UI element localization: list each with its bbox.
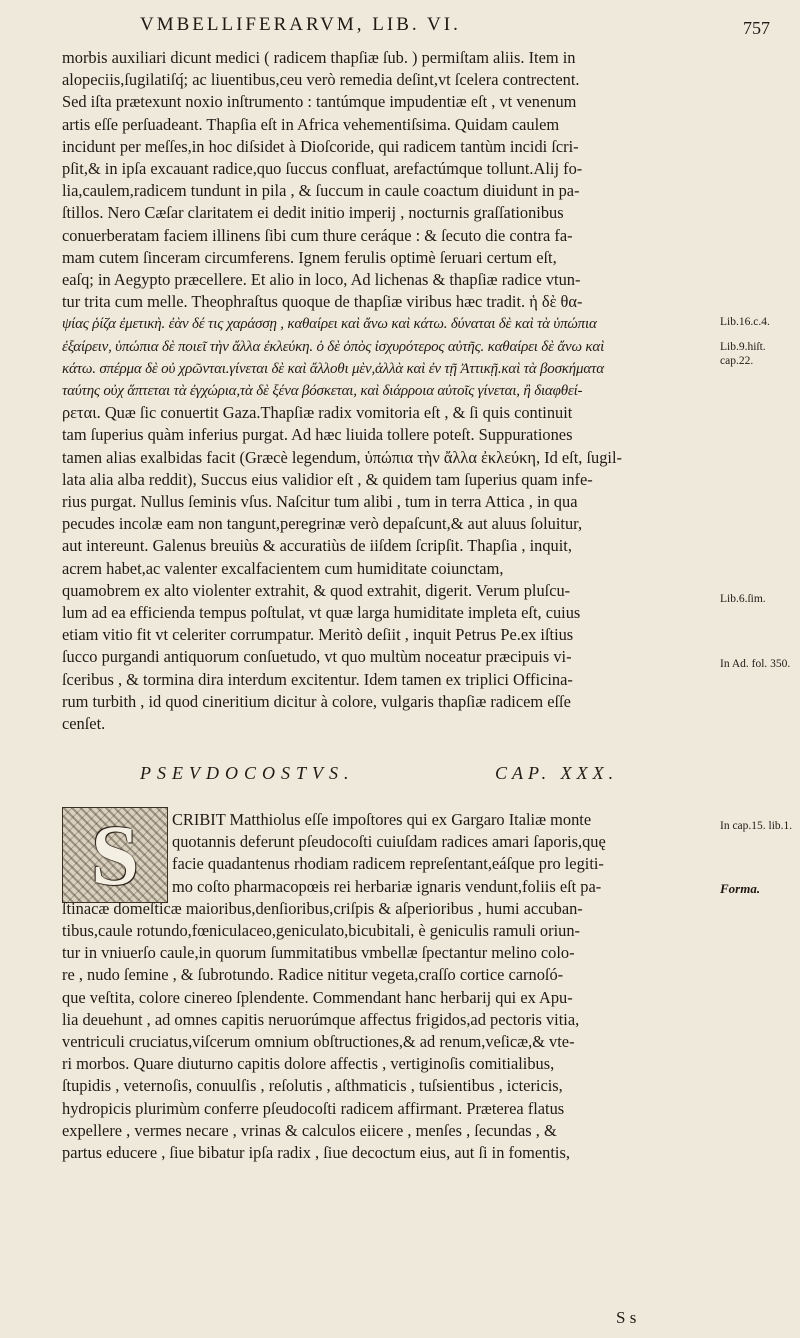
chapter-text-column: [62, 809, 710, 1164]
running-head: [140, 14, 770, 42]
text-line: morbis auxiliari dicunt medici ( radicem thapſiæ ſub. ) permiſtam aliis. Item in: [62, 48, 576, 67]
text-line: mo coſto pharmacopœis rei herbariæ ignaris vendunt,foliis eſt pa-: [172, 876, 602, 896]
text-line: que veſtita, colore cinereo ſplendente. Commendant hanc herbarij qui ex Apu-: [62, 987, 573, 1007]
text-line: conuerberatam faciem illinens ſibi cum thure ceráque : & ſecuto die contra fa-: [62, 225, 573, 245]
text-line: ſtinacæ domeſticæ maioribus,denſioribus,criſpis & aſperioribus , humi accuban-: [62, 898, 583, 918]
greek-line: ψίας ῥίζα ἐμετικὴ. ἐὰν δέ τις χαράσσῃ , καθαίρει καὶ ἄνω καὶ κάτω. δύναται δὲ καὶ τὰ ὑπώπια: [62, 316, 597, 333]
text-line: cenſet.: [62, 714, 106, 734]
text-line: pſit,& in ipſa excauant radice,quo ſuccus confluat, arefactúmque tollunt.Alij fo-: [62, 159, 583, 179]
text-line: partus educere , ſiue bibatur ipſa radix , ſiue decoctum eius, aut ſi in fomentis,: [62, 1143, 570, 1163]
text-line: artis eſſe perſuadeant. Thapſia eſt in Africa vehementiſsima. Quidam caulem: [62, 114, 560, 134]
text-line: ρεται. Quæ ſic conuertit Gaza.Thapſiæ radix vomitoria eſt , & ſi quis continuit: [62, 403, 573, 423]
text-line: facie quadantenus rhodiam radicem repreſentant,eáſque pro legiti-: [172, 854, 604, 874]
text-line: ſtupidis , veternoſis, conuulſis , reſolutis , aſthmaticis , tuſsientibus , ictericis,: [62, 1076, 563, 1096]
text-line: tam ſuperius quàm inferius purgat. Ad hæc liuida tollere poteſt. Suppurationes: [62, 425, 573, 445]
chapter-heading: [140, 763, 720, 793]
text-line: etiam vitio fit vt celeriter corrumpatur. Meritò deſiit , inquit Petrus Pe.ex iſtius: [62, 625, 574, 645]
text-line: tamen alias exalbidas facit (Græcè legendum, ὑπώπια τὴν ἄλλα ἐκλεύκη, Id eſt, ſugil-: [62, 447, 622, 467]
text-line: incidunt per meſſes,in hoc diſsidet à Dioſcoride, qui radicem tantùm incidi ſcri-: [62, 136, 579, 156]
text-line: expellere , vermes necare , vrinas & calculos eiicere , menſes , ſecundas , &: [62, 1120, 557, 1140]
text-line: tur in vniuerſo caule,in quorum ſummitatibus vmbellæ ſpectantur melino colo-: [62, 943, 575, 963]
text-line: pecudes incolæ eam non tangunt,peregrinæ verò depaſcunt,& aut aluus ſoluitur,: [62, 514, 583, 534]
margin-note: Lib.6.ſim.: [720, 593, 766, 605]
margin-note: In Ad. fol. 350.: [720, 658, 791, 670]
margin-note: Lib.9.hiſt. cap.22.: [720, 341, 766, 367]
text-line: aut intereunt. Galenus breuiùs & accuratiùs de iiſdem ſcripſit. Thapſia , inquit,: [62, 536, 572, 556]
text-line: rius purgat. Nullus ſeminis vſus. Naſcitur tum alibi , tum in terra Attica , in qua: [62, 492, 578, 512]
text-line: lia deuehunt , ad omnes capitis neruorúmque affectus frigidos,ad pectoris vitia,: [62, 1009, 580, 1029]
text-line: quamobrem ex alto violenter extrahit, & quod extrahit, digerit. Verum pluſcu-: [62, 580, 571, 600]
margin-note: Lib.16.c.4.: [720, 316, 770, 328]
margin-note-forma: Forma.: [720, 881, 761, 896]
text-line: eaſq; in Aegypto præcellere. Et alio in loco, Ad lichenas & thapſiæ radice vtun-: [62, 270, 581, 290]
margin-note: In cap.15. lib.1.: [720, 820, 793, 832]
greek-line: ταύτης οὐχ ἅπτεται τὰ ἐγχώρια,τὰ δὲ ξένα βόσκεται, καὶ διάρροια αὐτοῖς γίνεται, ἢ διαφθεί-: [62, 383, 583, 400]
text-line: lum ad ea efficienda tempus poſtulat, vt quæ larga humiditate impleta eſt, cuius: [62, 603, 581, 623]
text-line: quotannis deferunt pſeudocoſti cuiuſdam radices amari ſaporis,quę: [172, 832, 606, 852]
text-line: ſtillos. Nero Cæſar claritatem ei dedit initio imperij , nocturnis graſſationibus: [62, 203, 564, 223]
page-number: 757: [743, 18, 770, 38]
chapter-title: PSEVDOCOSTVS.: [140, 763, 355, 783]
text-line: hydropicis plurimùm conferre pſeudocoſti radicem affirmant. Præterea flatus: [62, 1098, 565, 1118]
main-text-column: [62, 47, 710, 735]
text-line: ſceribus , & tormina dira interdum excitentur. Idem tamen ex triplici Officina-: [62, 669, 573, 689]
text-line: ri morbos. Quare diuturno capitis dolore affectis , vertiginoſis comitialibus,: [62, 1054, 555, 1074]
greek-line: κάτω. σπέρμα δὲ οὐ χρῶνται.γίνεται δὲ καὶ ἄλλοθι μὲν,ἀλλὰ καὶ ἐν τῇ Ἀττικῇ.καὶ τὰ βοσκήματα: [62, 360, 604, 377]
text-line: CRIBIT Matthiolus eſſe impoſtores qui ex Gargaro Italiæ monte: [172, 810, 592, 829]
text-line: lata alia alba reddit), Succus eius validior eſt , & quidem tam ſuperius quam infe-: [62, 469, 593, 489]
chapter-number: CAP. XXX.: [495, 763, 619, 783]
text-line: re , nudo ſemine , & ſubrotundo. Radice nititur vegeta,craſſo cortice carnoſó-: [62, 965, 564, 985]
running-title: VMBELLIFERARVM, LIB. VI.: [140, 14, 461, 35]
text-line: rum turbith , id quod cineritium dicitur à colore, vulgaris thapſiæ radicem eſſe: [62, 691, 571, 711]
text-line: mam cutem ſinceram circumferens. Ignem ferulis optimè ſeruari certum eſt,: [62, 247, 557, 267]
text-line: acrem habet,ac valenter excalfacientem cum humiditate coiunctam,: [62, 558, 504, 578]
text-line: tur trita cum melle. Theophraſtus quoque de thapſiæ viribus hæc tradit. ἡ δὲ θα-: [62, 292, 583, 312]
text-line: tibus,caule rotundo,fœniculaceo,geniculato,bicubitali, è geniculis ramuli oriun-: [62, 921, 580, 941]
greek-line: ἐξαίρειν, ὑπώπια δὲ ποιεῖ τὴν ἄλλα ἐκλεύκη. ὁ δὲ ὀπὸς ἰσχυρότερος αὐτῆς. καθαίρει δὲ ἄνω καὶ: [62, 338, 605, 355]
text-line: Sed iſta prætexunt noxio inſtrumento : tantúmque impudentiæ eſt , vt venenum: [62, 92, 577, 112]
text-line: alopeciis,ſugilatiſq́; ac liuentibus,ceu verò remedia deſint,vt ſcelera contrectent.: [62, 70, 580, 90]
text-line: ventriculi cruciatus,viſcerum omnium obſtructiones,& ad renum,veſicæ,& vte-: [62, 1032, 575, 1052]
signature-mark: S s: [616, 1308, 637, 1327]
text-line: ſucco purgandi antiquorum conſuetudo, vt quo multùm noceatur præcipuis vi-: [62, 647, 572, 667]
initial-letter: S: [91, 807, 139, 903]
text-line: lia,caulem,radicem tundunt in pila , & ſuccum in caule coactum diuidunt in pa-: [62, 181, 580, 201]
